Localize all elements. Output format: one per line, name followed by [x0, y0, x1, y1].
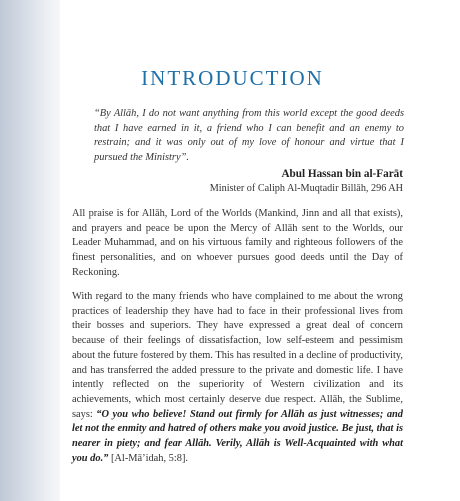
opening-quote: “By Allāh, I do not want anything from this world except the good deeds that I have earned in it, a friend who I can benefit and an enemy to restrain; and it was only out of my love of honour and virtue that I pursued the Ministry”.	[94, 108, 404, 163]
page-title: INTRODUCTION	[141, 66, 324, 90]
book-page	[60, 0, 460, 501]
paragraph-praise: All praise is for Allāh, Lord of the Worlds (Mankind, Jinn and all that exists), and prayers and peace be upon the Mercy of Allāh sent to the Worlds, our Leader Muhammad, and on his virtuous family and righteous followers of the finest personalities, and on whoever pursues good deeds until the Day of Reckoning.	[72, 208, 403, 278]
quote-author: Abul Hassan bin al-Farāt	[281, 168, 403, 180]
verse-reference: [Al-Mā’idah, 5:8].	[108, 452, 189, 464]
paragraph-leadership-text: With regard to the many friends who have complained to me about the wrong practices of leadership they have had to face in their professional lives from their bosses and superiors. They have expressed a great deal of concern because of their feelings of dissatisfaction, low self-esteem and pessimism about the future fostered by them. This has resulted in a decline of productivity, and has transferred the added pressure to the private and domestic life. I have intently reflected on the superiority of Western civilization and its achievements, which most certainly deserve due respect. Allāh, the Sublime, says:	[72, 291, 403, 420]
page-spine-shadow	[0, 0, 60, 501]
quote-author-role: Minister of Caliph Al-Muqtadir Billāh, 296 AH	[209, 183, 403, 194]
paragraph-leadership	[72, 290, 403, 466]
quran-verse-emphasis: “O you who believe! Stand out firmly for Allāh as just witnesses; and let not the enmity and hatred of others make you avoid justice. Be just, that is nearer in piety; and fear Allāh. Verily, Allāh is Well-Acquainted with what you do.”	[72, 408, 403, 464]
